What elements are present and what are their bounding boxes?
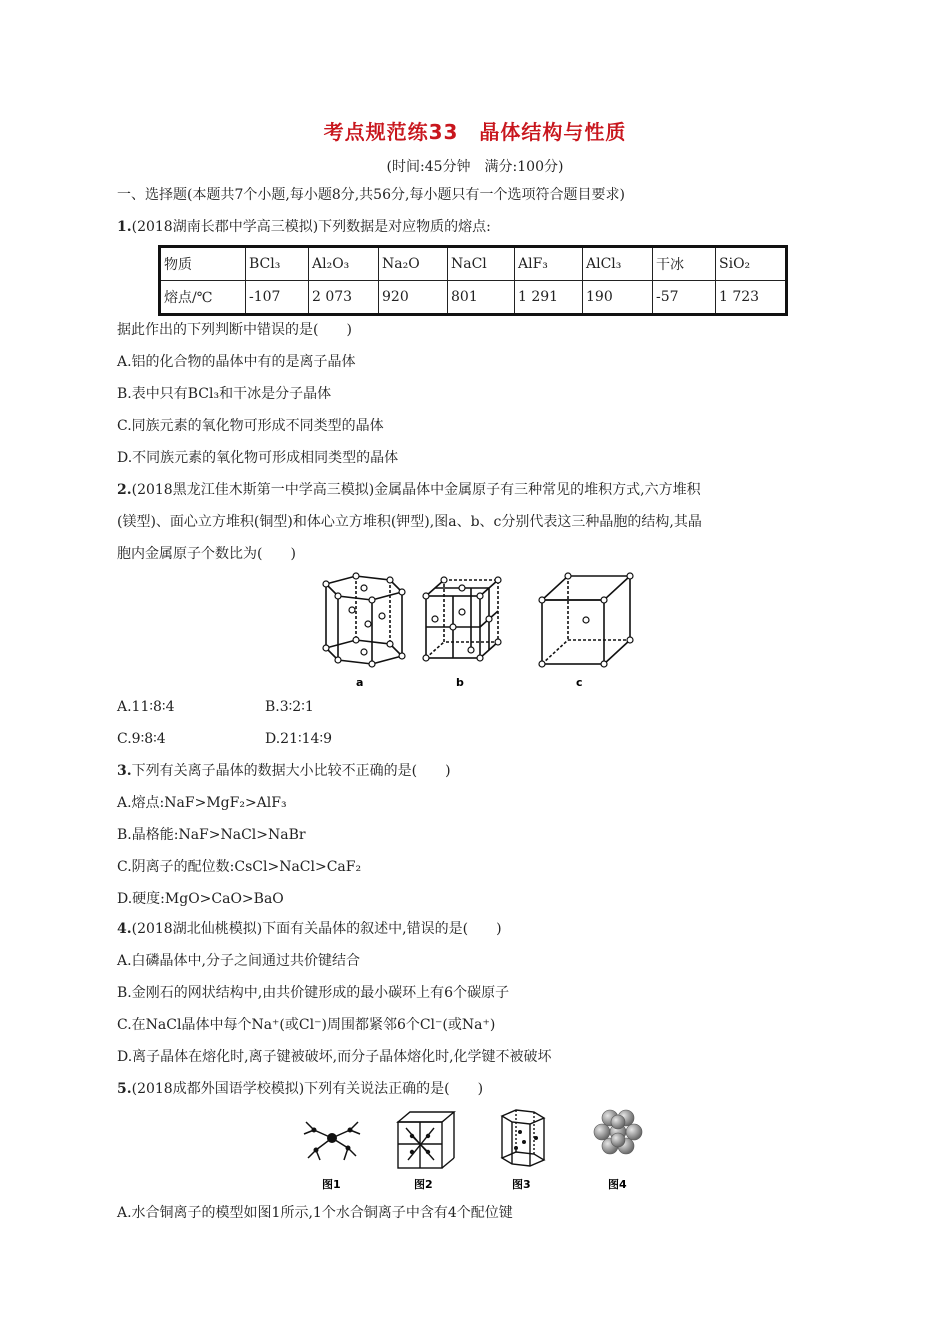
table-cell: 190 [583, 281, 653, 315]
table-cell: SiO₂ [716, 247, 787, 281]
hydrated-copper-ion-figure [300, 1108, 364, 1194]
question-text: (2018黑龙江佳木斯第一中学高三模拟)金属晶体中金属原子有三种常见的堆积方式,六方堆积 [131, 482, 701, 498]
option-c: C.在NaCl晶体中每个Na⁺(或Cl⁻)周围都紧邻6个Cl⁻(或Na⁺) [117, 1017, 496, 1033]
hexagonal-prism-figure [494, 1108, 552, 1194]
option-a: A.水合铜离子的模型如图1所示,1个水合铜离子中含有4个配位键 [117, 1205, 513, 1221]
table-cell: BCl₃ [246, 247, 309, 281]
question-5-stem [117, 1080, 483, 1098]
option-c: C.9∶8∶4 [117, 731, 166, 747]
section-heading: 一、选择题(本题共7个小题,每小题8分,共56分,每小题只有一个选项符合题目要求) [117, 187, 625, 203]
question-2-stem [117, 481, 701, 499]
option-a: A.铝的化合物的晶体中有的是离子晶体 [117, 354, 356, 370]
question-text: (2018成都外国语学校模拟)下列有关说法正确的是( ) [131, 1081, 484, 1097]
figure-label: 图2 [414, 1178, 433, 1191]
question-1-prompt: 据此作出的下列判断中错误的是( ) [117, 322, 352, 338]
question-4-stem [117, 920, 502, 938]
option-d: D.离子晶体在熔化时,离子键被破坏,而分子晶体熔化时,化学键不被破坏 [117, 1049, 552, 1065]
hexagonal-cell-figure [308, 572, 420, 690]
option-b: B.3∶2∶1 [265, 699, 314, 715]
table-row-label: 物质 [160, 247, 246, 281]
bcc-cell-figure [538, 572, 638, 690]
option-d: D.21∶14∶9 [265, 731, 332, 747]
table-cell: AlF₃ [515, 247, 583, 281]
figure-label: 图4 [608, 1178, 627, 1191]
figure-label: c [576, 676, 583, 689]
table-cell: Al₂O₃ [309, 247, 379, 281]
table-row-label: 熔点/℃ [160, 281, 246, 315]
fcc-cell-figure [420, 572, 510, 690]
question-2-text: 胞内金属原子个数比为( ) [117, 546, 296, 562]
table-cell: -57 [653, 281, 716, 315]
figure-label: b [456, 676, 464, 689]
question-number: 4. [117, 921, 132, 937]
table-cell: 1 291 [515, 281, 583, 315]
option-d: D.硬度:MgO>CaO>BaO [117, 891, 284, 907]
question-1-stem [117, 218, 491, 236]
question-number: 1. [117, 219, 132, 235]
question-text: (2018湖南长郡中学高三模拟)下列数据是对应物质的熔点: [131, 219, 491, 235]
question-number: 3. [117, 763, 132, 779]
option-a: A.11∶8∶4 [117, 699, 175, 715]
option-b: B.晶格能:NaF>NaCl>NaBr [117, 827, 306, 843]
question-text: (2018湖北仙桃模拟)下面有关晶体的叙述中,错误的是( ) [131, 921, 502, 937]
table-cell: 920 [379, 281, 448, 315]
cubic-lattice-figure [394, 1108, 460, 1194]
table-cell: 2 073 [309, 281, 379, 315]
table-row [160, 247, 787, 281]
option-b: B.表中只有BCl₃和干冰是分子晶体 [117, 386, 332, 402]
figure-label: a [356, 676, 364, 689]
table-cell: NaCl [448, 247, 515, 281]
figure-label: 图1 [322, 1178, 341, 1191]
question-2-text: (镁型)、面心立方堆积(铜型)和体心立方堆积(钾型),图a、b、c分别代表这三种晶胞的结构,其晶 [117, 514, 702, 530]
table-row [160, 281, 787, 315]
option-a: A.白磷晶体中,分子之间通过共价键结合 [117, 953, 361, 969]
table-cell: Na₂O [379, 247, 448, 281]
question-text: 下列有关离子晶体的数据大小比较不正确的是( ) [131, 763, 451, 779]
page-subtitle: (时间:45分钟 满分:100分) [386, 159, 564, 175]
question-number: 2. [117, 482, 132, 498]
question-3-stem [117, 762, 451, 780]
option-a: A.熔点:NaF>MgF₂>AlF₃ [117, 795, 287, 811]
table-cell: 干冰 [653, 247, 716, 281]
option-b: B.金刚石的网状结构中,由共价键形成的最小碳环上有6个碳原子 [117, 985, 510, 1001]
table-cell: AlCl₃ [583, 247, 653, 281]
option-c: C.阴离子的配位数:CsCl>NaCl>CaF₂ [117, 859, 362, 875]
page-title: 考点规范练33 晶体结构与性质 [323, 120, 627, 144]
table-cell: 801 [448, 281, 515, 315]
option-c: C.同族元素的氧化物可形成不同类型的晶体 [117, 418, 384, 434]
option-d: D.不同族元素的氧化物可形成相同类型的晶体 [117, 450, 399, 466]
figure-label: 图3 [512, 1178, 531, 1191]
close-packed-spheres-figure [590, 1108, 650, 1194]
melting-point-table [158, 245, 788, 316]
table-cell: -107 [246, 281, 309, 315]
question-number: 5. [117, 1081, 132, 1097]
table-cell: 1 723 [716, 281, 787, 315]
